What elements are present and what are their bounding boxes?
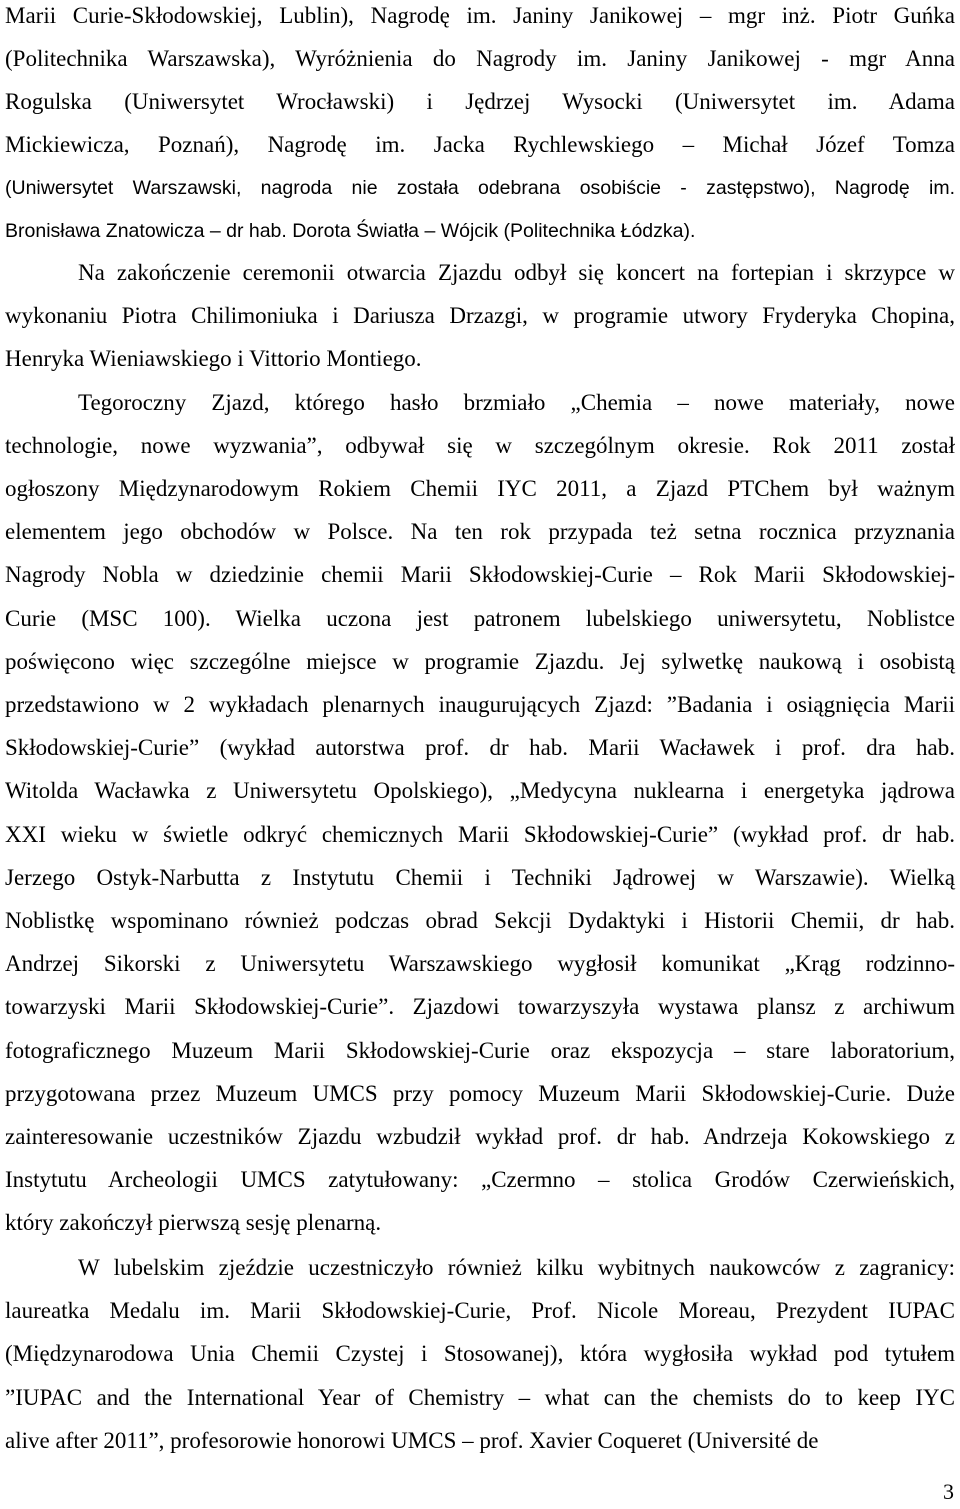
text-line: (Politechnika Warszawska), Wyróżnienia do Nagrody im. Janiny Janikowej - mgr Anna [5,46,955,71]
text-line: Marii Curie-Skłodowskiej, Lublin), Nagrodę im. Janiny Janikowej – mgr inż. Piotr Guńka [5,3,955,28]
text-line: poświęcono więc szczególne miejsce w programie Zjazdu. Jej sylwetkę naukową i osobistą [5,649,955,674]
text-line: Skłodowskiej-Curie” (wykład autorstwa prof. dr hab. Marii Wacławek i prof. dra hab. [5,735,955,760]
text-line: (Międzynarodowa Unia Chemii Czystej i Stosowanej), która wygłosiła wykład pod tytułem [5,1341,955,1366]
text-line: (Uniwersytet Warszawski, nagroda nie została odebrana osobiście - zastępstwo), Nagrodę im. [5,177,955,199]
text-line: technologie, nowe wyzwania”, odbywał się w szczególnym okresie. Rok 2011 został [5,433,955,458]
text-line: ogłoszony Międzynarodowym Rokiem Chemii IYC 2011, a Zjazd PTChem był ważnym [5,476,955,501]
text-line: Jerzego Ostyk-Narbutta z Instytutu Chemii i Techniki Jądrowej w Warszawie). Wielką [5,865,955,890]
text-line: Tegoroczny Zjazd, którego hasło brzmiało „Chemia – nowe materiały, nowe [78,390,955,415]
text-line: XXI wieku w świetle odkryć chemicznych Marii Skłodowskiej-Curie” (wykład prof. dr hab. [5,822,955,847]
text-line: ”IUPAC and the International Year of Chemistry – what can the chemists do to keep IYC [5,1385,955,1410]
text-line: zainteresowanie uczestników Zjazdu wzbudził wykład prof. dr hab. Andrzeja Kokowskiego z [5,1124,955,1149]
text-line: wykonaniu Piotra Chilimoniuka i Dariusza Drzazgi, w programie utwory Fryderyka Chopina, [5,303,955,328]
text-line: W lubelskim zjeździe uczestniczyło również kilku wybitnych naukowców z zagranicy: [78,1255,955,1280]
page-number: 3 [943,1479,954,1504]
text-line: Henryka Wieniawskiego i Vittorio Montiego. [5,346,422,371]
text-line: towarzyski Marii Skłodowskiej-Curie”. Zjazdowi towarzyszyła wystawa plansz z archiwum [5,994,955,1019]
text-line: przygotowana przez Muzeum UMCS przy pomocy Muzeum Marii Skłodowskiej-Curie. Duże [5,1081,955,1106]
text-line: fotograficznego Muzeum Marii Skłodowskiej-Curie oraz ekspozycja – stare laboratorium, [5,1038,955,1063]
text-line: laureatka Medalu im. Marii Skłodowskiej-Curie, Prof. Nicole Moreau, Prezydent IUPAC [5,1298,955,1323]
text-line: alive after 2011”, profesorowie honorowi UMCS – prof. Xavier Coqueret (Université de [5,1428,819,1453]
text-line: Bronisława Znatowicza – dr hab. Dorota Światła – Wójcik (Politechnika Łódzka). [5,220,696,242]
text-line: Instytutu Archeologii UMCS zatytułowany: „Czermno – stolica Grodów Czerwieńskich, [5,1167,955,1192]
text-line: Nagrody Nobla w dziedzinie chemii Marii Skłodowskiej-Curie – Rok Marii Skłodowskiej- [5,562,955,587]
text-line: przedstawiono w 2 wykładach plenarnych inaugurujących Zjazd: ”Badania i osiągnięcia Marii [5,692,955,717]
text-line: Mickiewicza, Poznań), Nagrodę im. Jacka Rychlewskiego – Michał Józef Tomza [5,132,955,157]
text-line: Andrzej Sikorski z Uniwersytetu Warszawskiego wygłosił komunikat „Krąg rodzinno- [5,951,955,976]
text-line: Noblistkę wspominano również podczas obrad Sekcji Dydaktyki i Historii Chemii, dr hab. [5,908,955,933]
text-line: Curie (MSC 100). Wielka uczona jest patronem lubelskiego uniwersytetu, Noblistce [5,606,955,631]
text-line: Na zakończenie ceremonii otwarcia Zjazdu odbył się koncert na fortepian i skrzypce w [78,260,955,285]
text-line: który zakończył pierwszą sesję plenarną. [5,1210,382,1235]
text-line: Rogulska (Uniwersytet Wrocławski) i Jędrzej Wysocki (Uniwersytet im. Adama [5,89,955,114]
text-line: elementem jego obchodów w Polsce. Na ten rok przypada też setna rocznica przyznania [5,519,955,544]
text-line: Witolda Wacławka z Uniwersytetu Opolskiego), „Medycyna nuklearna i energetyka jądrowa [5,778,955,803]
